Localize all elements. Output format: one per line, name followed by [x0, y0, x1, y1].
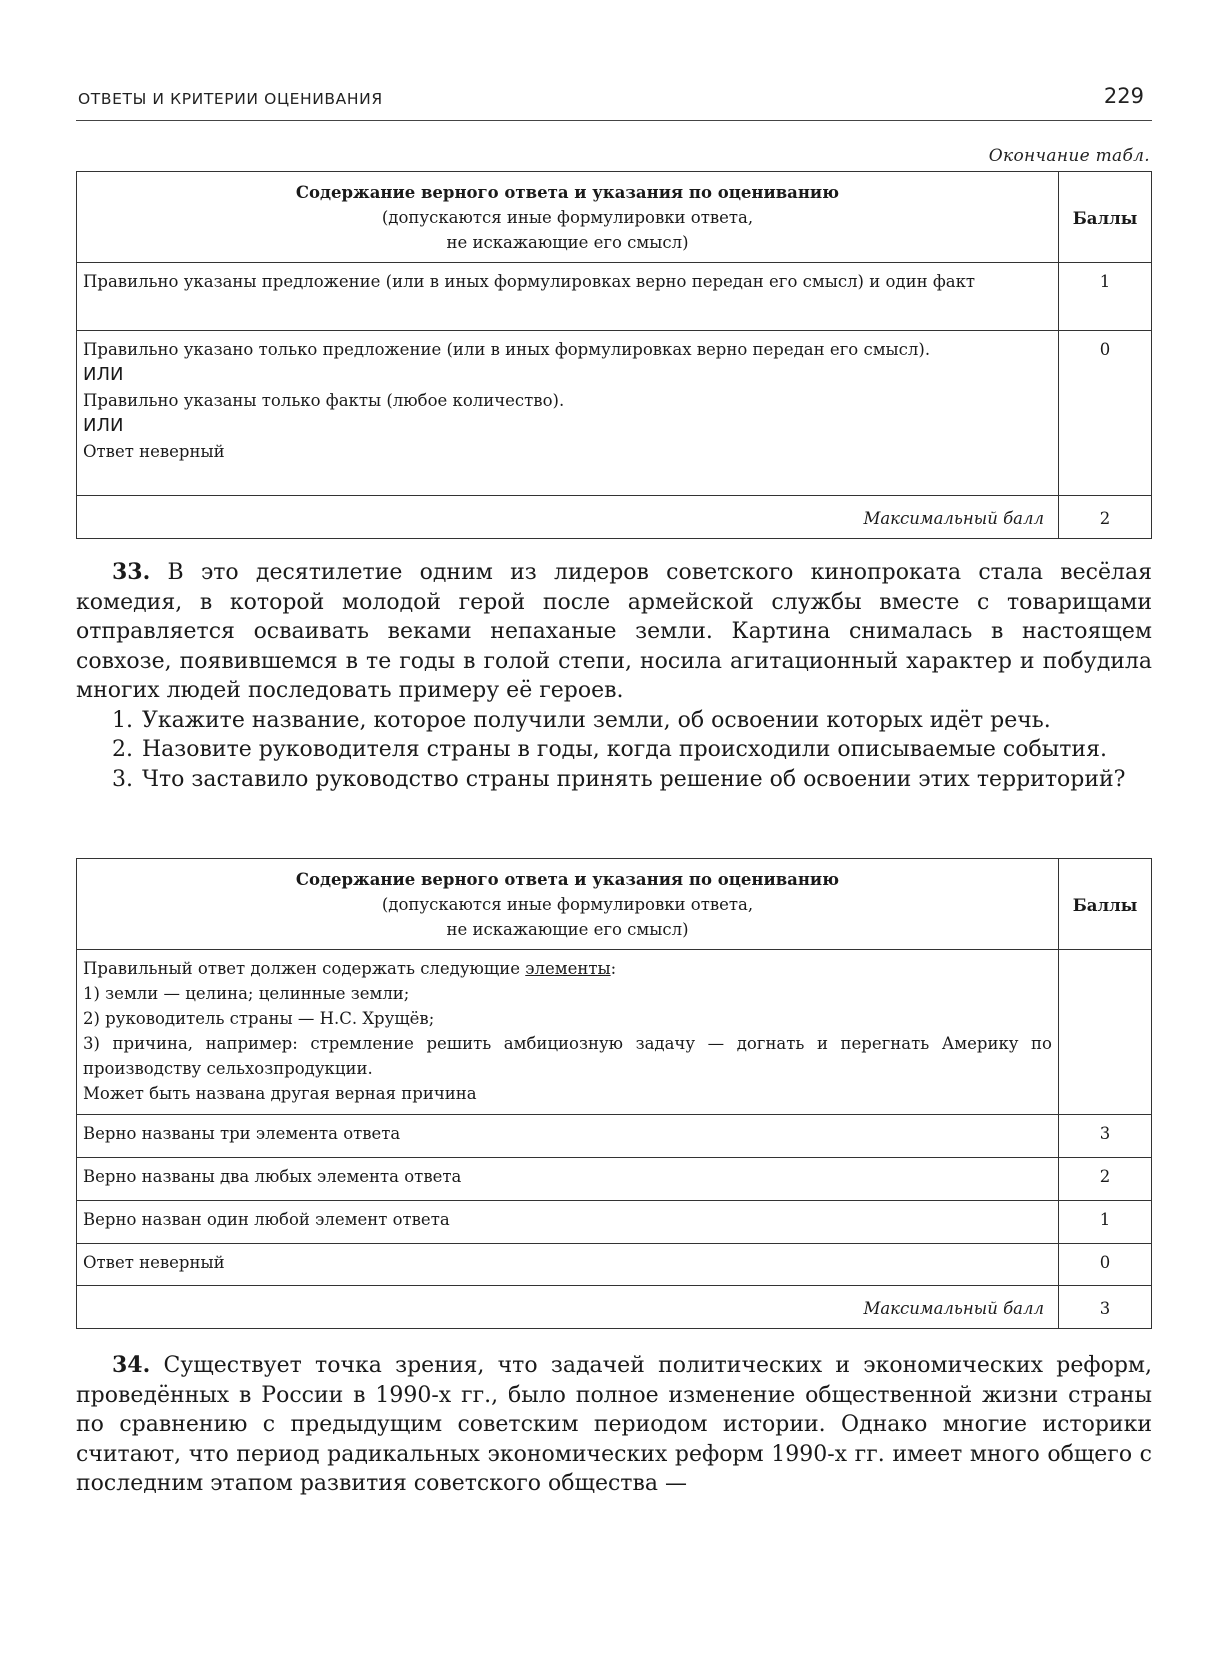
max-score-value: 2 — [1059, 496, 1152, 539]
header-line-1: Содержание верного ответа и указания по оцениванию — [295, 869, 840, 889]
or-separator: ИЛИ — [83, 415, 124, 436]
max-score-value: 3 — [1059, 1286, 1152, 1329]
criteria-line: Правильно указано только предложение (или в иных формулировках верно передан его смысл). — [83, 340, 931, 359]
header-line-2: (допускаются иные формулировки ответа, — [381, 207, 754, 227]
list-item — [76, 735, 1152, 765]
max-score-label: Максимальный балл — [77, 496, 1059, 539]
points-header: Баллы — [1059, 172, 1152, 263]
header-line-3: не искажающие его смысл) — [446, 919, 689, 939]
criteria-line: Ответ неверный — [83, 442, 225, 461]
question-body: В это десятилетие одним из лидеров советского кинопроката стала весёлая комедия, в которой молодой герой после армейской службы вместе с товарищами отправляется осваивать веками непаханые земли. Картина снималась в настоящем совхозе, появившемся в те годы в голой степи, носила агитационный характер и побудила многих людей последовать примеру её героев. — [76, 560, 1152, 703]
points-cell: 2 — [1059, 1158, 1152, 1201]
grading-table-33 — [76, 858, 1152, 1329]
answer-content-cell — [77, 950, 1059, 1115]
question-body: Существует точка зрения, что задачей политических и экономических реформ, проведённых в России в 1990-х гг., было полное изменение общественной жизни страны по сравнению с предыдущим советским периодом истории. Однако многие историки считают, что период радикальных экономических реформ 1990-х гг. имеет много общего с последним этапом развития советского общества — — [76, 1353, 1153, 1496]
question-text — [76, 1351, 1152, 1499]
answer-intro-underlined: элементы — [525, 959, 611, 978]
table-row — [77, 1115, 1152, 1158]
criteria-cell: Верно назван один любой элемент ответа — [77, 1201, 1059, 1244]
points-cell: 3 — [1059, 1115, 1152, 1158]
points-cell-empty — [1059, 950, 1152, 1115]
table-header-row — [77, 172, 1152, 263]
points-header: Баллы — [1059, 859, 1152, 950]
question-number: 34. — [112, 1352, 151, 1378]
answer-intro-colon: : — [610, 959, 617, 978]
header-line-3: не искажающие его смысл) — [446, 232, 689, 252]
points-cell: 1 — [1059, 263, 1152, 331]
question-text — [76, 558, 1152, 706]
list-item — [76, 765, 1152, 795]
table-row — [77, 1244, 1152, 1286]
table-row — [77, 950, 1152, 1115]
item-text: Назовите руководителя страны в годы, когда происходили описываемые события. — [142, 737, 1107, 762]
answer-element-3: 3) причина, например: стремление решить амбициозную задачу — догнать и перегнать Америку по производству сельхозпродукции. — [83, 1034, 1052, 1078]
question-number: 33. — [112, 559, 151, 585]
points-cell: 1 — [1059, 1201, 1152, 1244]
table-continued-label: Окончание табл. — [988, 146, 1150, 166]
header-line-1: Содержание верного ответа и указания по оцениванию — [295, 182, 840, 202]
or-separator: ИЛИ — [83, 364, 124, 385]
item-number: 3. — [112, 766, 133, 792]
item-number: 2. — [112, 737, 133, 762]
running-header — [76, 84, 1152, 121]
question-33 — [76, 558, 1152, 794]
answer-element-2: 2) руководитель страны — Н.С. Хрущёв; — [83, 1009, 435, 1028]
question-34 — [76, 1351, 1152, 1499]
answer-intro-text: Правильный ответ должен содержать следующие — [83, 959, 526, 978]
table-row — [77, 1201, 1152, 1244]
item-number: 1. — [112, 707, 133, 733]
table-row — [77, 331, 1152, 496]
criteria-cell: Ответ неверный — [77, 1244, 1059, 1286]
criteria-line: Правильно указаны только факты (любое количество). — [83, 391, 565, 410]
max-score-row — [77, 1286, 1152, 1329]
item-text: Что заставило руководство страны принять решение об освоении этих территорий? — [142, 766, 1126, 792]
table-row — [77, 1158, 1152, 1201]
header-line-2: (допускаются иные формулировки ответа, — [381, 894, 754, 914]
criteria-cell — [77, 331, 1059, 496]
item-text: Укажите название, которое получили земли, об освоении которых идёт речь. — [142, 707, 1051, 733]
table-header-row — [77, 859, 1152, 950]
answer-note: Может быть названа другая верная причина — [83, 1084, 477, 1103]
criteria-cell: Правильно указаны предложение (или в иных формулировках верно передан его смысл) и один факт — [77, 263, 1059, 331]
criteria-header — [77, 172, 1059, 263]
points-cell: 0 — [1059, 331, 1152, 496]
grading-table-32 — [76, 171, 1152, 539]
criteria-header — [77, 859, 1059, 950]
max-score-row — [77, 496, 1152, 539]
answer-intro — [83, 959, 616, 978]
question-items — [76, 706, 1152, 795]
max-score-label: Максимальный балл — [77, 1286, 1059, 1329]
page-number: 229 — [1103, 84, 1144, 108]
answer-element-1: 1) земли — целина; целинные земли; — [83, 984, 410, 1003]
criteria-cell: Верно названы три элемента ответа — [77, 1115, 1059, 1158]
criteria-cell: Верно названы два любых элемента ответа — [77, 1158, 1059, 1201]
list-item — [76, 706, 1152, 736]
points-cell: 0 — [1059, 1244, 1152, 1286]
table-row — [77, 263, 1152, 331]
section-title: ОТВЕТЫ И КРИТЕРИИ ОЦЕНИВАНИЯ — [78, 90, 383, 108]
